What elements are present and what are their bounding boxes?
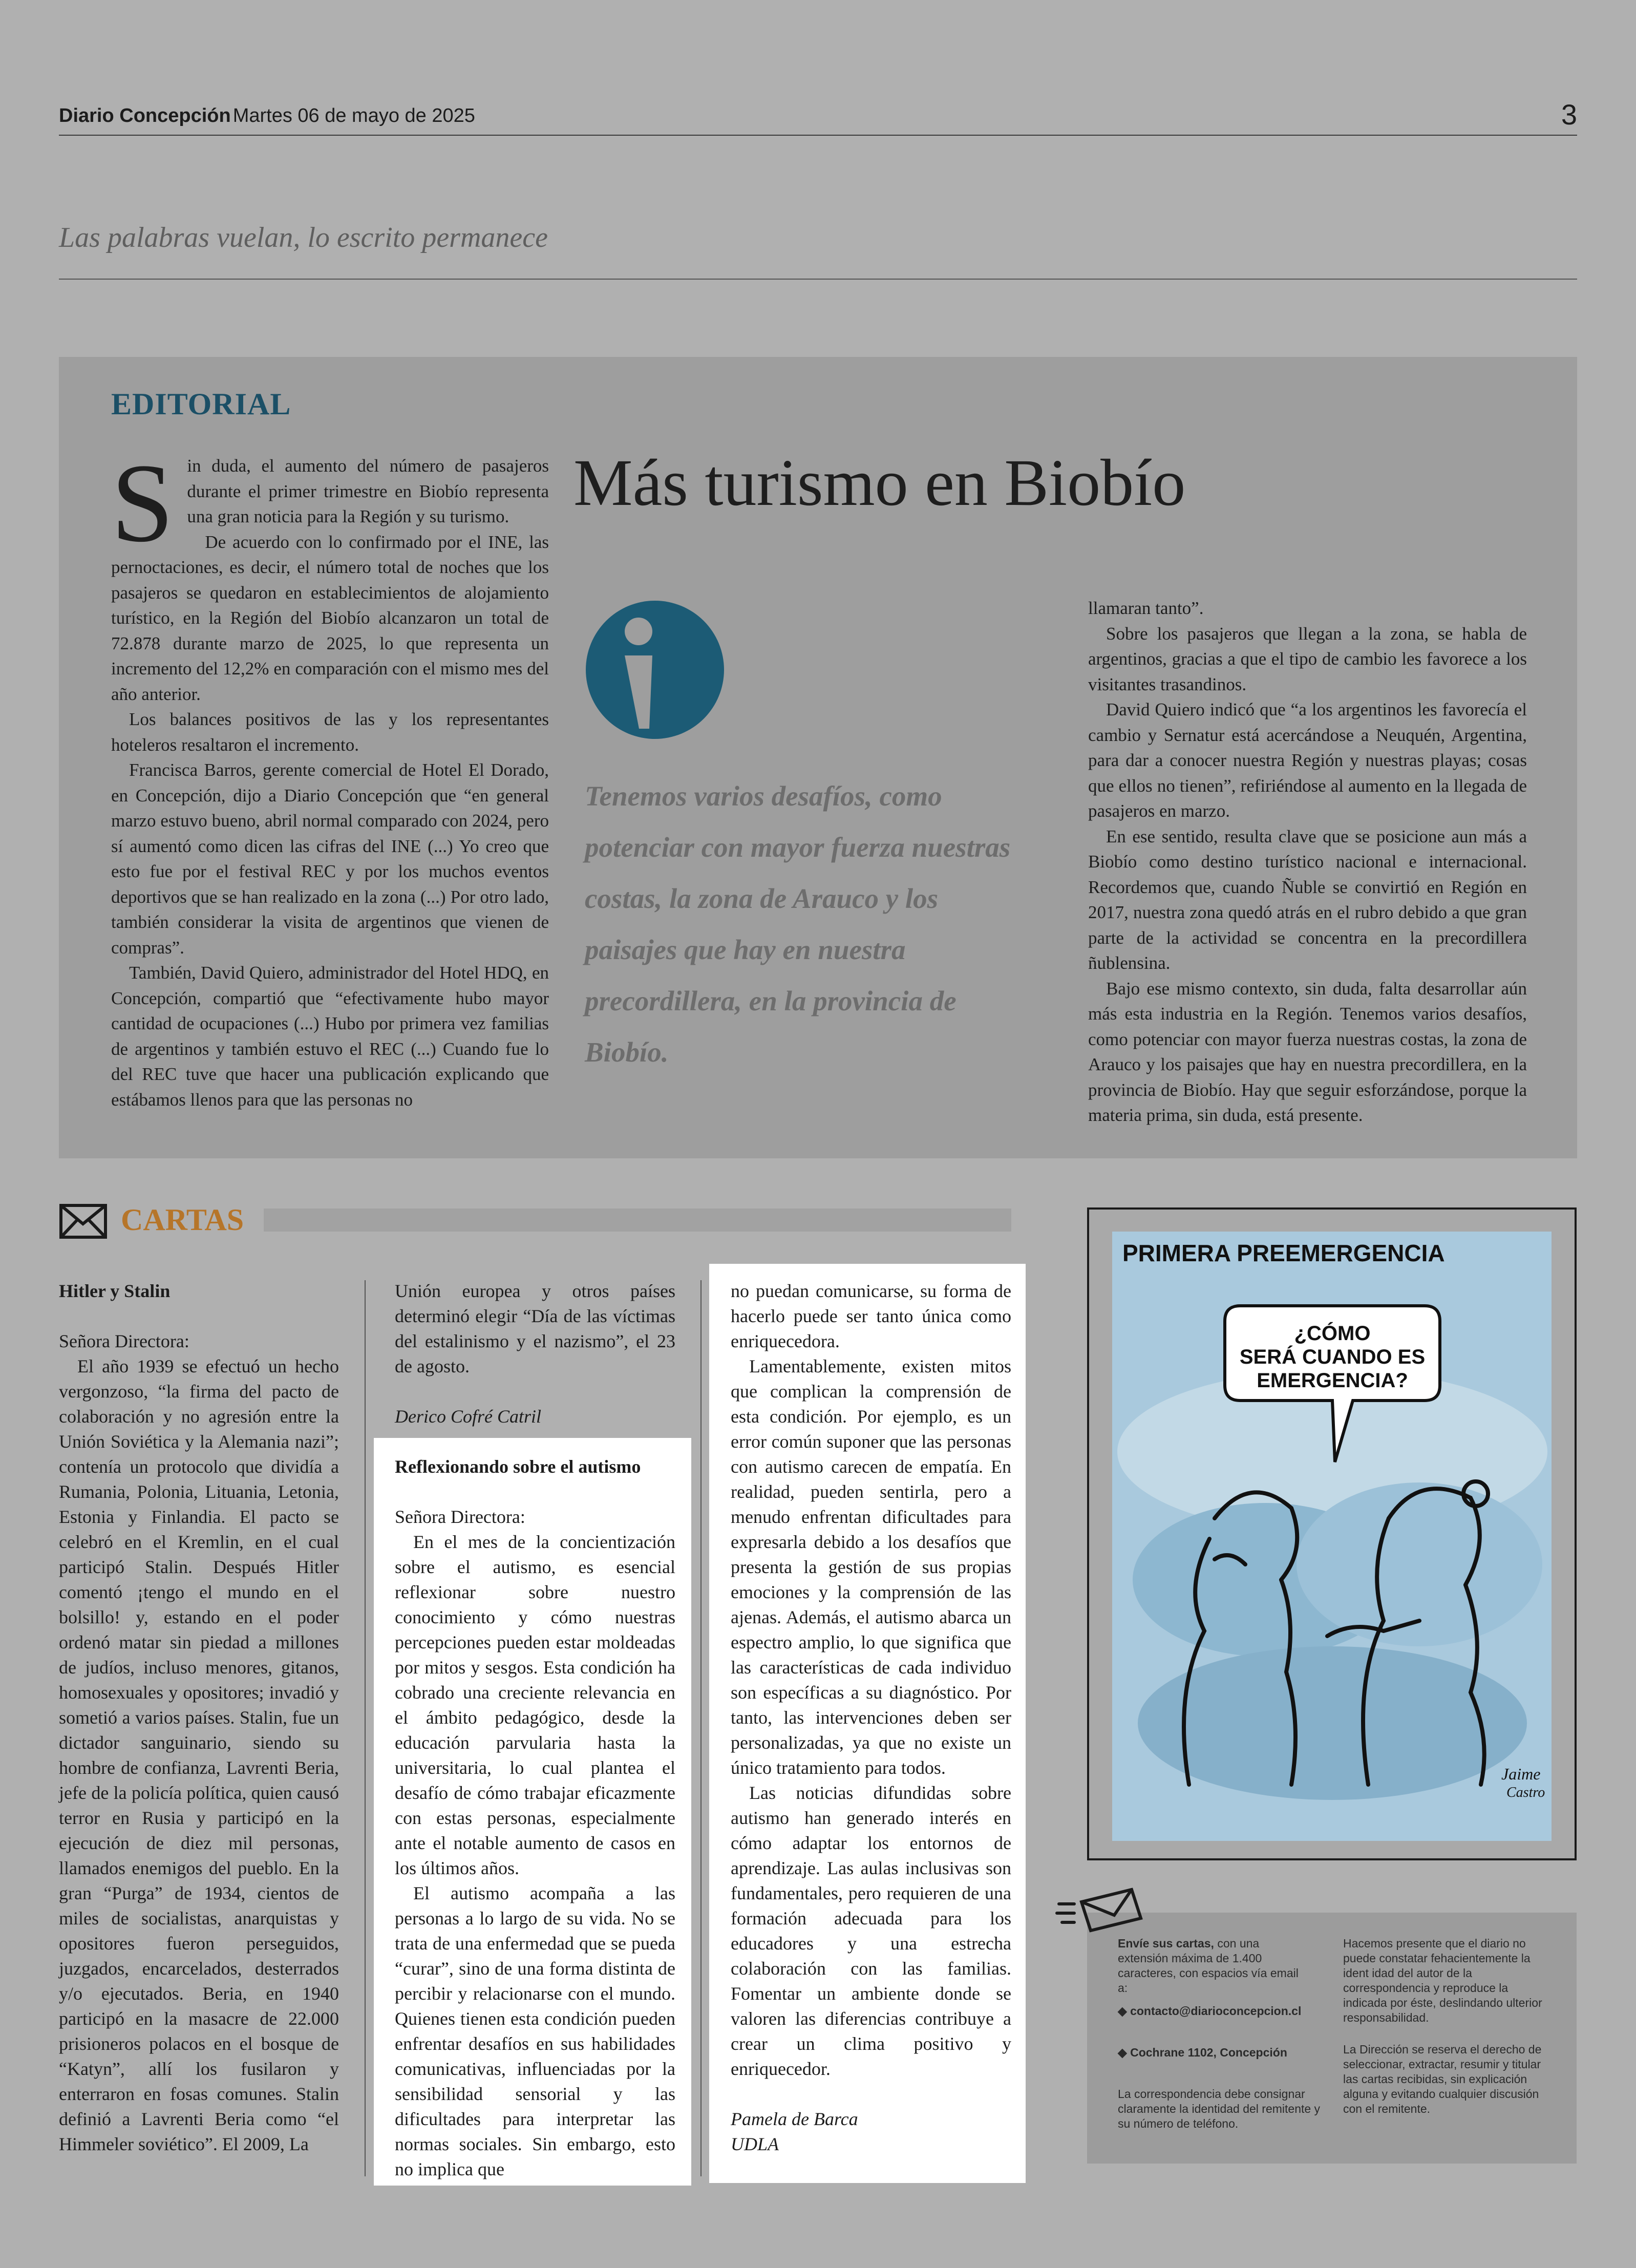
send-letters-bold: Envíe sus cartas,: [1118, 1937, 1214, 1950]
contact-email-line: [1118, 2004, 1323, 2019]
cartoon-signature-1: Jaime: [1501, 1765, 1541, 1783]
drop-cap: S: [111, 440, 174, 565]
letter-paragraph: En el mes de la concientización sobre el autismo, es esencial reflexionar sobre nuestro conocimiento y cómo nuestras percepciones pueden estar moldeadas por mitos y sesgos. Esta condición ha cobrado una creciente relevancia en el ámbito pedagógico, desde la educación parvularia hasta la universitaria, lo cual plantea el desafío de cómo trabajar eficazmente con estas personas, especialmente ante el notable aumento de casos en los últimos años.: [395, 1532, 675, 1878]
contact-address-line: [1118, 2045, 1323, 2060]
letter-signature: Pamela de Barca: [731, 2109, 858, 2129]
letter-title: Hitler y Stalin: [59, 1281, 171, 1301]
cartas-divider-bar: [264, 1209, 1011, 1232]
section-motto: Las palabras vuelan, lo escrito permanece: [59, 221, 1577, 280]
issue-date: Martes 06 de mayo de 2025: [232, 105, 475, 126]
editorial-column-3: [1088, 596, 1527, 1128]
contact-email[interactable]: contacto@diarioconcepcion.cl: [1130, 2004, 1302, 2018]
cartas-label: CARTAS: [121, 1203, 244, 1237]
bullet-diamond-icon: ◆: [1118, 2004, 1127, 2018]
letter-signature: Derico Cofré Catril: [395, 1406, 541, 1427]
editorial-paragraph: También, David Quiero, administrador del Hotel HDQ, en Concepción, compartió que “efectivamente hubo mayor cantidad de ocupaciones (...) Hubo por primera vez familias de argentinos y también estuvo el REC (...) Cuando fue lo del REC tuve que hacer una publicación explicando que estábamos llenos para que las personas no: [111, 963, 549, 1110]
pull-quote: Tenemos varios desafíos, como potenciar con mayor fuerza nuestras costas, la zona de Arauco y los paisajes que hay en nuestra precordillera, en la provincia de Biobío.: [585, 780, 1011, 1068]
letter-paragraph: El año 1939 se efectuó un hecho vergonzoso, “la firma del pacto de colaboración y no agresión entre la Unión Soviética y la Alemania nazi”; contenía un protocolo que dividía a Rumania, Polonia, Lituania, Letonia, Estonia y Finlandia. El pacto se celebró en el Kremlin, en el cual participó Stalin. Después Hitler comentó ¡tengo el mundo en el bolsillo! y, estando en el poder ordenó matar sin piedad a millones de judíos, incluso menores, gitanos, homosexuales y opositores; invadió y sometió a varios países. Stalin, fue un dictador sanguinario, siendo su hombre de confianza, Lavrenti Beria, jefe de la policía política, quien causó terror en Rusia y participó en la ejecución de diez mil personas, llamados enemigos del pueblo. En la gran “Purga” de 1934, cientos de miles de socialistas, anarquistas y opositores fueron perseguidos, juzgados, encarcelados, desterrados y/o ejecutados. Beria, en 1940 participó en la masacre de 22.000 prisioneros polacos en el bosque de “Katyn”, allí los fusilaron y enterraron en fosas comunes. Stalin definió a Lavrenti Beria como “el Himmeler soviético”. El 2009, La: [59, 1356, 339, 2154]
column-divider: [365, 1280, 366, 2176]
editorial-paragraph: Bajo ese mismo contexto, sin duda, falta desarrollar aún más esta industria en la Región. Tenemos varios desafíos, como potenciar con mayor fuerza nuestras costas, la zona de Arauco y los paisajes que hay en nuestra precordillera, en la provincia de Biobío. Hay que seguir esforzándose, porque la materia prima, sin duda, está presente.: [1088, 978, 1527, 1125]
info-icon: [585, 598, 726, 741]
editorial-label: EDITORIAL: [111, 387, 291, 421]
editorial-paragraph: David Quiero indicó que “a los argentinos les favorecía el cambio y Sernatur está acercándose a Neuquén, Argentina, para dar a conocer nuestra Región y nuestras playas; cosas que ellos no tienen”, refiriéndose al aumento en la llegada de pasajeros en marzo.: [1088, 700, 1527, 821]
editorial-paragraph: Sobre los pasajeros que llegan a la zona, se habla de argentinos, gracias a que el tipo de cambio les favorece a los visitantes trasandinos.: [1088, 623, 1527, 694]
editorial-paragraph: Los balances positivos de las y los representantes hoteleros resaltaron el incremento.: [111, 709, 549, 755]
editorial-rights-notice: La Dirección se reserva el derecho de seleccionar, extractar, resumir y titular las cartas recibidas, sin explicación alguna y evitando cualquier discusión con el remitente.: [1343, 2043, 1542, 2115]
letter-salutation: Señora Directora:: [395, 1507, 525, 1527]
send-mail-icon: [1055, 1884, 1144, 1936]
cartoon-bubble-line-3: EMERGENCIA?: [1257, 1369, 1408, 1392]
letter-salutation: Señora Directora:: [59, 1331, 189, 1351]
editorial-column-1: [111, 440, 549, 1112]
page-header: [59, 98, 1577, 136]
cartoon-signature-2: Castro: [1506, 1785, 1545, 1800]
letter-title: Reflexionando sobre el autismo: [395, 1456, 641, 1477]
contact-address: Cochrane 1102, Concepción: [1130, 2046, 1287, 2059]
cartoon-bubble-line-1: ¿CÓMO: [1294, 1322, 1371, 1345]
envelope-icon: [59, 1203, 108, 1239]
page-number: 3: [1561, 98, 1577, 131]
editorial-headline: Más turismo en Biobío: [573, 446, 1186, 520]
letter-paragraph: Unión europea y otros países determinó elegir “Día de las víctimas del estalinismo y el nazismo”, el 23 de agosto.: [395, 1281, 675, 1376]
letter-signature-org: UDLA: [731, 2134, 779, 2154]
editorial-paragraph: llamaran tanto”.: [1088, 598, 1204, 618]
letter-paragraph: El autismo acompaña a las personas a lo largo de su vida. No se trata de una enfermedad que se pueda “curar”, sino de una forma distinta de percibir y relacionarse con el mundo. Quienes tienen esta condición pueden enfrentar desafíos en sus habilidades comunicativas, influenciadas por la sensibilidad sensorial y las dificultades para interpretar las normas sociales. Sin embargo, esto no implica que: [395, 1883, 675, 2179]
letter-paragraph: Lamentablemente, existen mitos que complican la comprensión de esta condición. Por ejemplo, es un error común suponer que las personas con autismo carecen de empatía. En realidad, pueden sentirla, pero a menudo enfrentan dificultades para expresarla debido a los desafíos que presenta la gestión de sus propias emociones y la comprensión de las ajenas. Además, el autismo abarca un espectro amplio, lo que significa que las características de cada individuo son específicas a su diagnóstico. Por tanto, las intervenciones deben ser personalizadas, ya que no existe un único tratamiento para todos.: [731, 1356, 1011, 1778]
send-letters-detail: con una extensión máxima de 1.400 caracteres, con espacios vía email a:: [1118, 1937, 1299, 1995]
letter-paragraph: no puedan comunicarse, su forma de hacerlo puede ser tanto única como enriquecedora.: [731, 1281, 1011, 1351]
editorial-paragraph: Francisca Barros, gerente comercial de Hotel El Dorado, en Concepción, dijo a Diario Concepción que “en general marzo estuvo bueno, abril normal comparado con 2024, pero sí aumentó como dicen las cifras del INE (...) Yo creo que esto fue por el festival REC y por los muchos eventos deportivos que se han realizado en la zona (...) Por otro lado, también considerar la visita de argentinos que vienen de compras”.: [111, 760, 549, 958]
editorial-paragraph: in duda, el aumento del número de pasajeros durante el primer trimestre en Biobío representa una gran noticia para la Región y su turismo.: [187, 456, 549, 526]
responsibility-notice: Hacemos presente que el diario no puede constatar fehacientemente la ident idad del autor de la correspondencia y reproduce la indicada por éste, deslindando ulterior responsabilidad.: [1343, 1937, 1542, 2024]
letters-column-2: [395, 1279, 675, 2182]
correspondence-note: La correspondencia debe consignar claramente la identidad del remitente y su número de teléfono.: [1118, 2087, 1321, 2130]
cartoon-illustration: [1112, 1232, 1552, 1841]
letters-column-3: [731, 1279, 1011, 2157]
cartoon-title: PRIMERA PREEMERGENCIA: [1122, 1240, 1445, 1266]
letter-paragraph: Las noticias difundidas sobre autismo han generado interés en cómo adaptar los entornos de aprendizaje. Las aulas inclusivas son fundamentales, pero requieren de una formación adecuada para los educadores y una estrecha colaboración con las familias. Fomentar un ambiente donde se valoren las diferencias contribuye a crear un clima positivo y enriquecedor.: [731, 1783, 1011, 2079]
letters-column-1: [59, 1279, 339, 2157]
newspaper-name: Diario Concepción: [59, 105, 231, 126]
bullet-diamond-icon: ◆: [1118, 2046, 1127, 2059]
cartoon-bubble-line-2: SERÁ CUANDO ES: [1239, 1346, 1426, 1368]
editorial-paragraph: En ese sentido, resulta clave que se posicione aun más a Biobío como destino turístico nacional e internacional. Recordemos que, cuando Ñuble se convirtió en Región en 2017, nuestra zona quedó atrás en el rubro debido a que gran parte de la actividad se concentra en la precordillera ñublensina.: [1088, 826, 1527, 973]
send-letters-text: [1118, 1936, 1307, 1996]
column-divider: [700, 1280, 702, 2176]
editorial-paragraph: De acuerdo con lo confirmado por el INE, las pernoctaciones, es decir, el número total de noches que los pasajeros se quedaron en establecimientos de alojamiento turístico, en la Región del Biobío alcanzaron un total de 72.878 durante marzo de 2025, lo que representa un incremento del 12,2% en comparación con el mismo mes del año anterior.: [111, 532, 549, 704]
